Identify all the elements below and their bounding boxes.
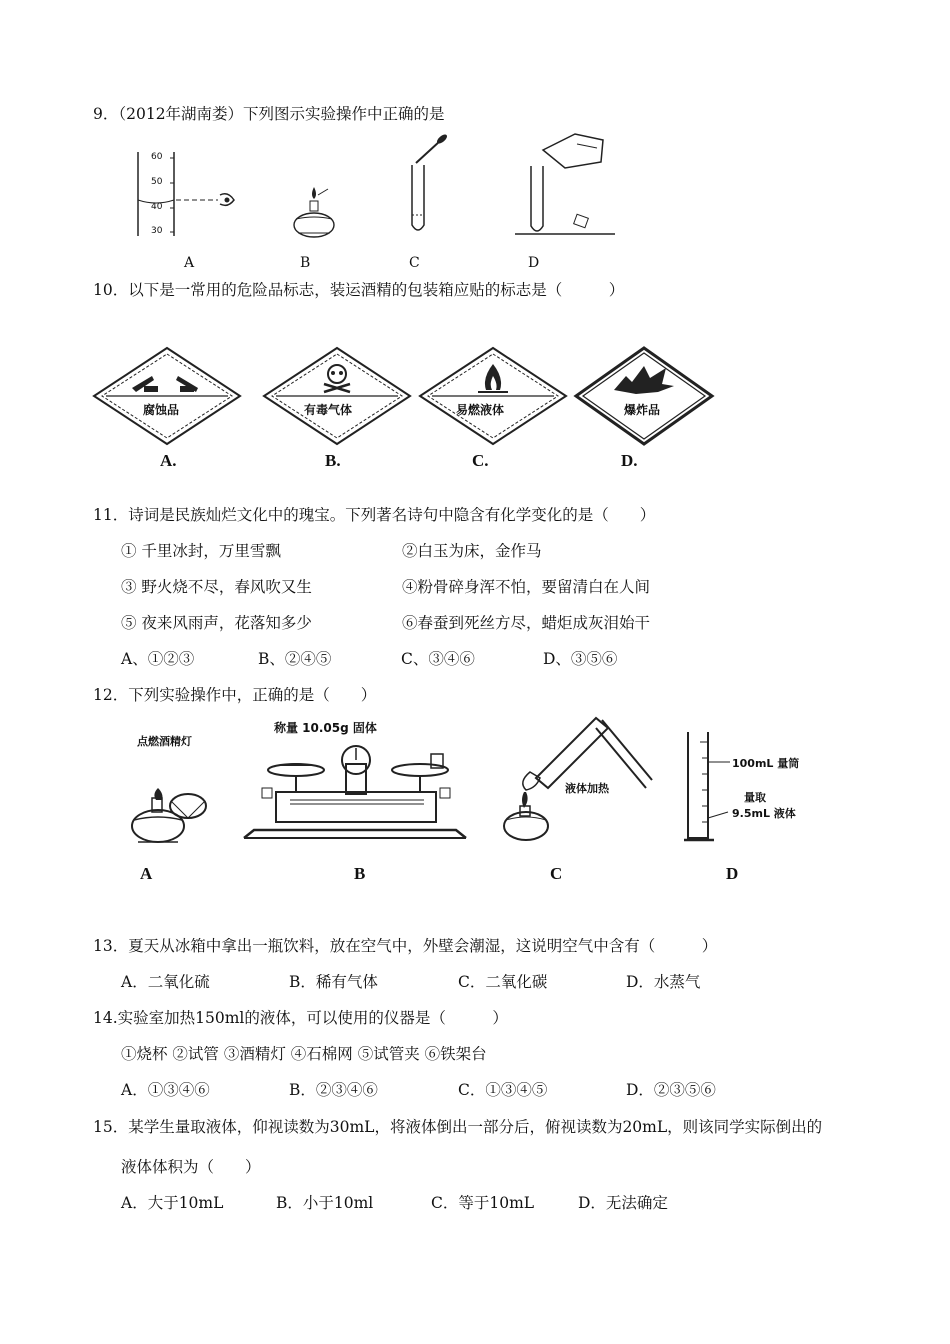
q9-label-d: D [528,255,540,271]
q11-item-1: ① 千里冰封，万里雪飘 [121,542,281,560]
q9-tick-30: 30 [151,226,163,236]
q10-sign-a-text: 腐蚀品 [143,403,180,417]
q13-option-b: B．稀有气体 [289,973,378,991]
q12-label-c: C [550,864,563,883]
q12-figure-b-balance-scale [240,742,470,844]
q11-stem: 11．诗词是民族灿烂文化中的瑰宝。下列著名诗句中隐含有化学变化的是（ ） [93,506,656,524]
q10-sign-b-text: 有毒气体 [304,403,353,417]
q11-item-2: ②白玉为床，金作马 [402,542,542,560]
q9-label-a: A [184,255,195,271]
q11-item-6: ⑥春蚕到死丝方尽，蜡炬成灰泪始干 [402,614,651,632]
q12-stem: 12．下列实验操作中，正确的是（ ） [93,686,377,704]
q15-option-b: B．小于10ml [276,1194,374,1212]
q14-items: ①烧杯 ②试管 ③酒精灯 ④石棉网 ⑤试管夹 ⑥铁架台 [121,1045,487,1063]
q15-option-c: C．等于10mL [431,1194,535,1212]
q10-label-a: A. [160,451,177,470]
q14-option-c: C．①③④⑤ [458,1081,548,1099]
q12-figure-d-graduated-cylinder [680,728,750,848]
q10-sign-c-flammable-icon [418,346,568,446]
q9-figure-c-dropper-test-tube [398,135,458,245]
q11-option-b: B、②④⑤ [258,650,332,668]
q11-option-c: C、③④⑥ [401,650,475,668]
q12-label-d: D [726,864,739,883]
q9-figure-a-cylinder-reading [130,148,250,240]
q12-figure-a-lighting-lamp [118,758,218,848]
q13-stem: 13．夏天从冰箱中拿出一瓶饮料，放在空气中，外壁会潮湿，这说明空气中含有（ ） [93,937,718,955]
q14-option-d: D．②③⑤⑥ [626,1081,716,1099]
q9-tick-50: 50 [151,177,163,187]
q9-tick-60: 60 [151,152,163,162]
q15-option-a: A．大于10mL [121,1194,224,1212]
q9-figure-d-pouring-liquid [515,130,615,242]
q14-option-a: A．①③④⑥ [121,1081,210,1099]
q11-item-3: ③ 野火烧不尽，春风吹又生 [121,578,312,596]
q11-item-4: ④粉骨碎身浑不怕，要留清白在人间 [402,578,651,596]
q11-item-5: ⑤ 夜来风雨声，花落知多少 [121,614,312,632]
q14-stem: 14.实验室加热150ml的液体，可以使用的仪器是（ ） [93,1009,508,1027]
q15-stem-line1: 15．某学生量取液体，仰视读数为30mL，将液体倒出一部分后，俯视读数为20mL，则该同学实际倒出的 [93,1118,823,1136]
q12-label-a: A [140,864,153,883]
q12-d-caption-volume: 9.5mL 液体 [732,807,796,820]
q11-option-d: D、③⑤⑥ [543,650,618,668]
q9-label-b: B [300,255,311,271]
q10-label-c: C. [472,451,489,470]
q10-stem: 10．以下是一常用的危险品标志，装运酒精的包装箱应贴的标志是（ ） [93,281,625,299]
q9-stem: 9．（2012年湖南娄）下列图示实验操作中正确的是 [93,105,445,123]
q9-figure-b-alcohol-lamp [288,185,338,241]
q10-label-d: D. [621,451,638,470]
q10-sign-c-text: 易燃液体 [456,403,505,417]
q15-option-d: D．无法确定 [578,1194,668,1212]
q13-option-c: C．二氧化碳 [458,973,548,991]
q10-sign-b-toxic-icon [262,346,412,446]
q14-option-b: B．②③④⑥ [289,1081,378,1099]
q12-b-caption: 称量 10.05g 固体 [274,721,377,735]
q12-figure-c-heating-liquid [496,708,656,848]
q10-sign-d-text: 爆炸品 [624,403,661,417]
q10-label-b: B. [325,451,341,470]
q13-option-d: D．水蒸气 [626,973,701,991]
q12-c-caption: 液体加热 [565,782,609,795]
q11-option-a: A、①②③ [121,650,195,668]
q13-option-a: A．二氧化硫 [121,973,210,991]
q15-stem-line2: 液体体积为（ ） [121,1158,261,1176]
q9-tick-40: 40 [151,202,163,212]
q9-label-c: C [409,255,420,271]
q12-a-caption: 点燃酒精灯 [137,735,192,748]
q12-d-caption-measure: 量取 [744,791,766,804]
q10-sign-a-corrosive-icon [92,346,242,446]
q12-d-caption-cylinder: 100mL 量筒 [732,757,800,770]
q10-sign-d-explosive-icon [574,346,714,446]
q12-label-b: B [354,864,366,883]
